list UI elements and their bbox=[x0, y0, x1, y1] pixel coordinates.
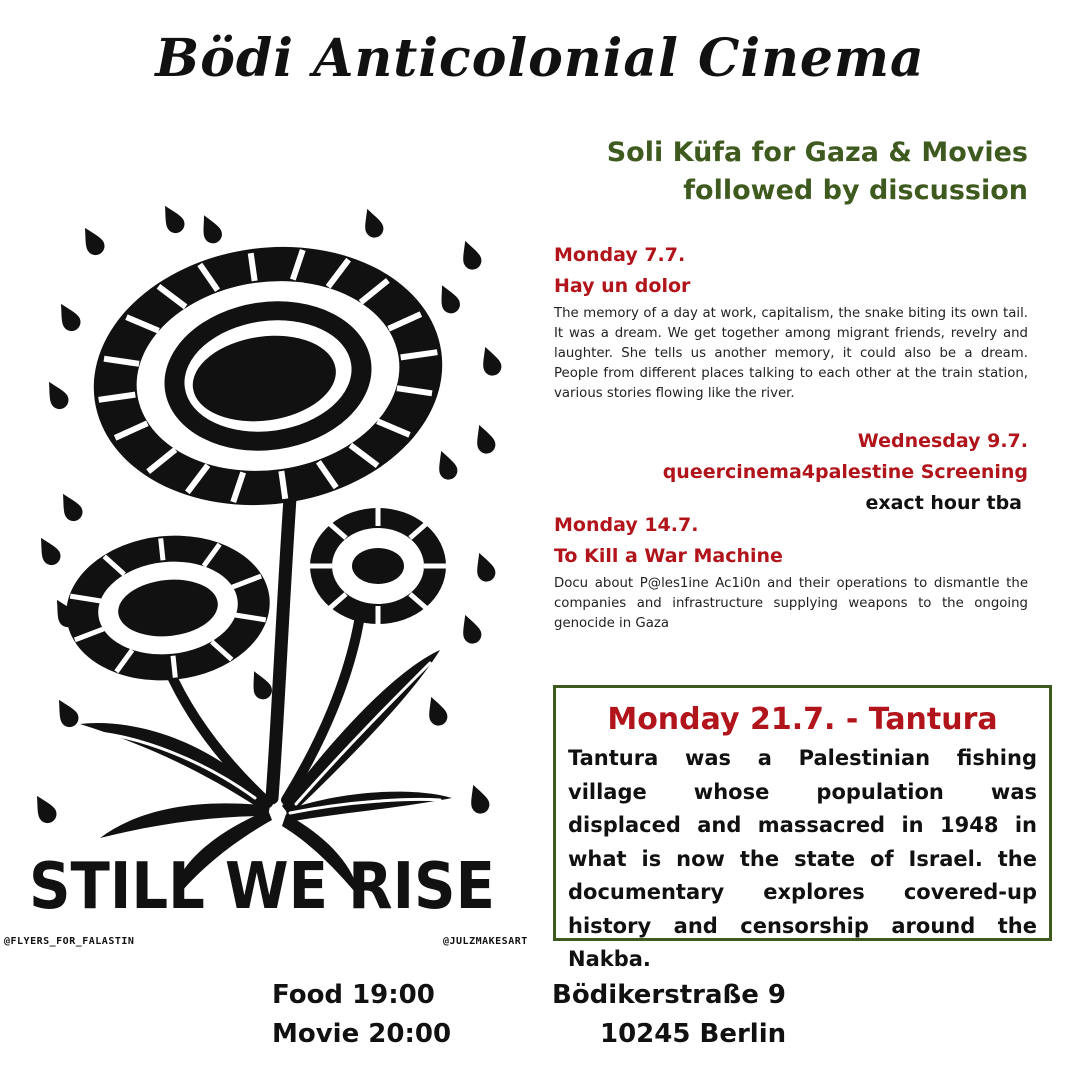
feature-description: Tantura was a Palestinian fishing village whose population was displaced and massacred in 1948 in what is now the state of Israel. the documentary explores covered-up history and censorship around the Nakba. bbox=[568, 746, 1037, 971]
event-hour: exact hour tba bbox=[865, 492, 1022, 514]
event-date: Monday 14.7. bbox=[554, 514, 699, 536]
flower-large bbox=[77, 225, 459, 527]
subtitle-line-2: followed by discussion bbox=[683, 175, 1028, 206]
credit-left: @FLYERS_FOR_FALASTIN bbox=[4, 936, 135, 947]
footer-food-time: Food 19:00 bbox=[272, 980, 435, 1010]
flower-right bbox=[310, 508, 446, 624]
slogan: STILL WE RISE bbox=[29, 850, 495, 924]
footer-movie-time: Movie 20:00 bbox=[272, 1019, 452, 1049]
subtitle-line-1: Soli Küfa for Gaza & Movies bbox=[606, 137, 1028, 168]
feature-title: Monday 21.7. - Tantura bbox=[607, 702, 998, 737]
flower-left bbox=[59, 526, 277, 691]
subtitle bbox=[607, 134, 1028, 210]
event-description: The memory of a day at work, capitalism, the snake biting its own tail. It was a dream. We get together among migrant friends, revelry and laughter. She tells us another memory, it could also be a dream. People from different places talking to each other at the train station, various stories flowing like the river. bbox=[554, 306, 1028, 401]
event-monday-7-7 bbox=[554, 240, 1028, 404]
event-title: queercinema4palestine Screening bbox=[662, 461, 1028, 483]
event-title: To Kill a War Machine bbox=[554, 545, 783, 567]
footer-street: Bödikerstraße 9 bbox=[552, 980, 786, 1010]
event-date: Wednesday 9.7. bbox=[857, 430, 1028, 452]
event-monday-14-7 bbox=[554, 510, 1028, 634]
event-description: Docu about P@les1ine Ac1i0n and their operations to dismantle the companies and infrastructure supplying weapons to the ongoing genocide in Gaza bbox=[554, 576, 1028, 631]
footer-city: 10245 Berlin bbox=[600, 1019, 787, 1049]
credit-right: @JULZMAKESART bbox=[443, 936, 528, 947]
event-wednesday-9-7 bbox=[554, 426, 1028, 518]
flower-artwork bbox=[0, 198, 540, 958]
event-title: Hay un dolor bbox=[554, 275, 691, 297]
event-date: Monday 7.7. bbox=[554, 244, 686, 266]
feature-box-tantura bbox=[553, 685, 1052, 971]
page-title: Bödi Anticolonial Cinema bbox=[155, 28, 925, 89]
